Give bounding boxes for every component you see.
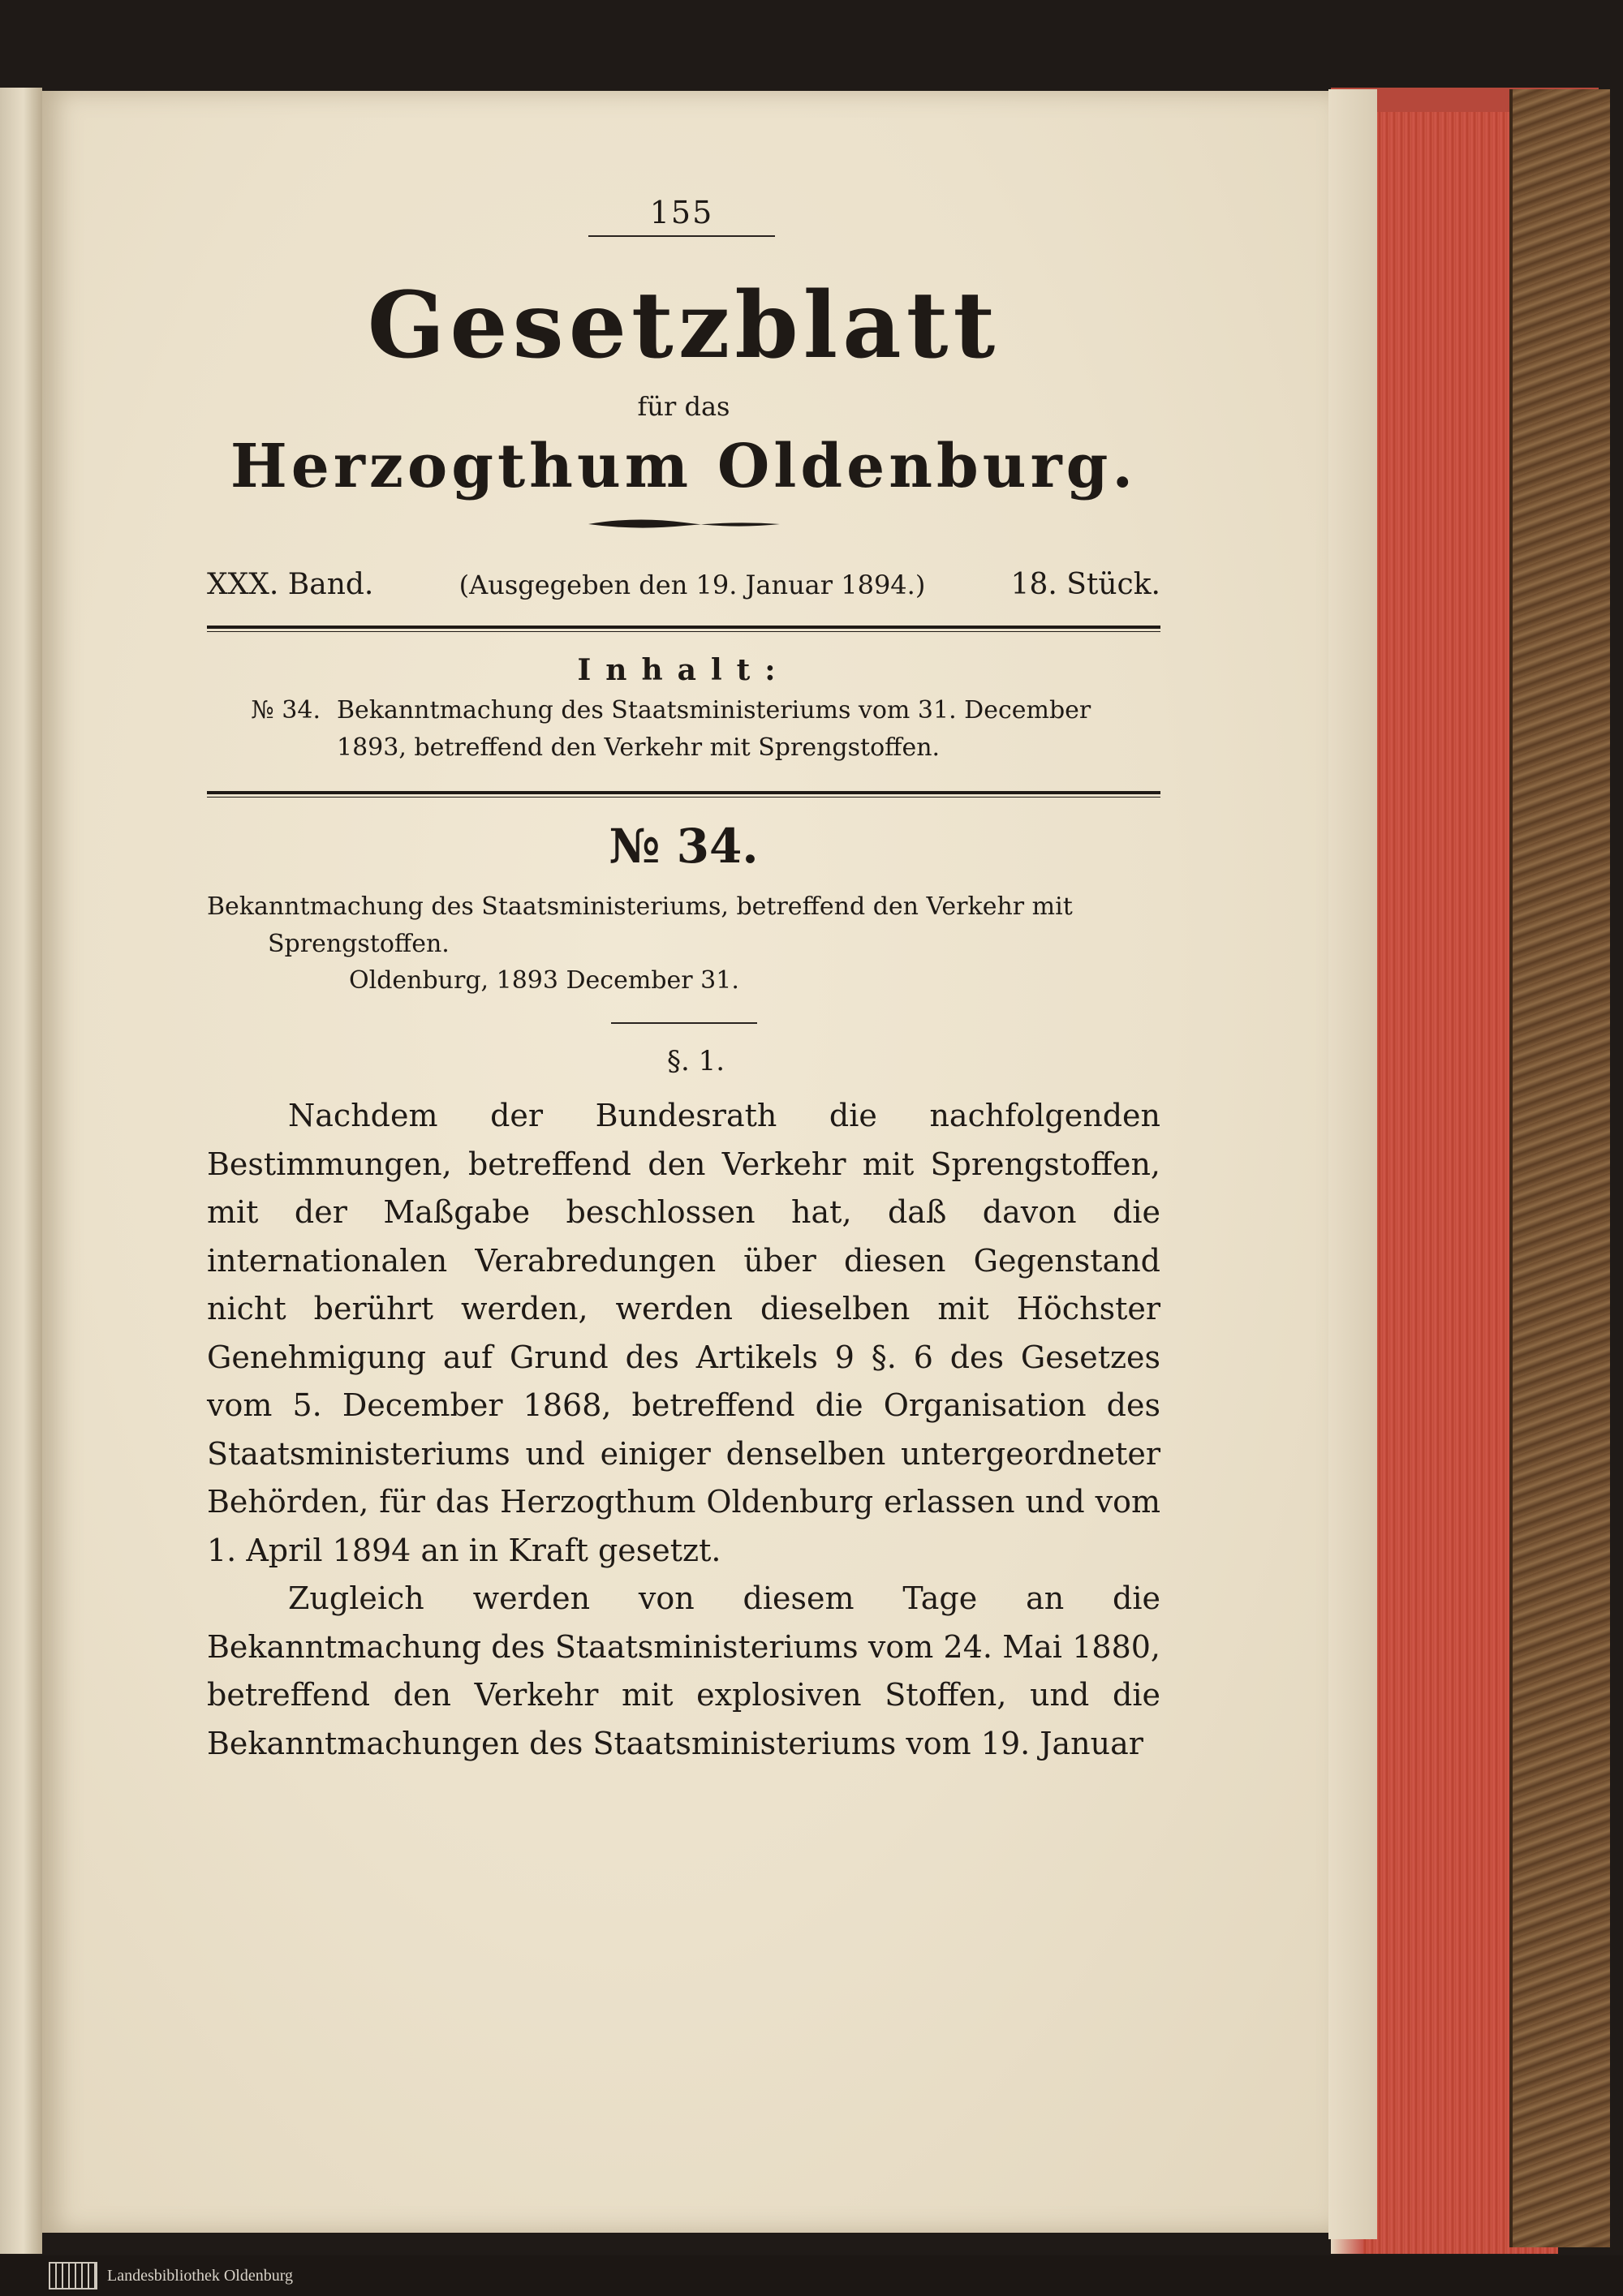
masthead-subtitle: Herzogthum Oldenburg. bbox=[230, 432, 1138, 501]
masthead-fuer: für das bbox=[637, 391, 730, 422]
issue-stueck: 18. Stück. bbox=[1010, 568, 1160, 601]
short-rule bbox=[611, 1022, 757, 1024]
library-name: Landesbibliothek Oldenburg bbox=[107, 2267, 294, 2285]
contents-text: Bekanntmachung des Staatsministeriums vom 31. December 1893, betreffend den Verkehr mit Sprengstoffen. bbox=[337, 696, 1091, 762]
contents-entry bbox=[207, 692, 1160, 767]
section-paragraph-2: Zugleich werden von diesem Tage an die Bekanntmachung des Staatsministeriums vom 24. Mai 1880, betreffend den Verkehr mit explosiven Stoffen, und die Bekanntmachungen des Staatsministeriums vom 19. Januar bbox=[207, 1580, 1160, 1761]
ornament-swash bbox=[587, 514, 781, 534]
notice-title-line2: Sprengstoffen. bbox=[268, 930, 450, 958]
contents-number: № 34. bbox=[251, 696, 321, 724]
notice-number: № 34. bbox=[609, 819, 759, 874]
page-fore-edge bbox=[1328, 89, 1377, 2239]
page-number: 155 bbox=[588, 195, 775, 237]
notice-title-line1: Bekanntmachung des Staatsministeriums, betreffend den Verkehr mit bbox=[207, 892, 1073, 921]
notice-title bbox=[207, 888, 1160, 963]
book-cover bbox=[1509, 89, 1610, 2247]
divider-rule bbox=[207, 791, 1160, 798]
issue-band: XXX. Band. bbox=[207, 568, 374, 601]
issue-line bbox=[207, 568, 1160, 601]
masthead-title: Gesetzblatt bbox=[367, 273, 1001, 379]
issue-date: (Ausgegeben den 19. Januar 1894.) bbox=[458, 570, 926, 600]
contents-heading: Inhalt: bbox=[577, 653, 790, 687]
library-logo bbox=[49, 2262, 97, 2290]
page-content bbox=[207, 195, 1160, 1768]
divider-rule bbox=[207, 626, 1160, 632]
notice-place-date: Oldenburg, 1893 December 31. bbox=[349, 966, 739, 995]
section-label: §. 1. bbox=[666, 1045, 725, 1077]
section-paragraph-1: Nachdem der Bundesrath die nachfolgenden Bestimmungen, betreffend den Verkehr mit Sprengstoffen, mit der Maßgabe beschlossen hat, daß davon die internationalen Verabredungen über diesen Gegenstand nicht berührt werden, werden dieselben mit Höchster Genehmigung auf Grund des Artikels 9 §. 6 des Gesetzes vom 5. December 1868, betreffend die Organisation des Staatsministeriums und einiger denselben untergeordneter Behörden, für das Herzogthum Oldenburg erlassen und vom 1. April 1894 an in Kraft gesetzt. bbox=[207, 1098, 1160, 1568]
section-body bbox=[207, 1092, 1160, 1768]
facing-page-edge bbox=[0, 88, 42, 2254]
